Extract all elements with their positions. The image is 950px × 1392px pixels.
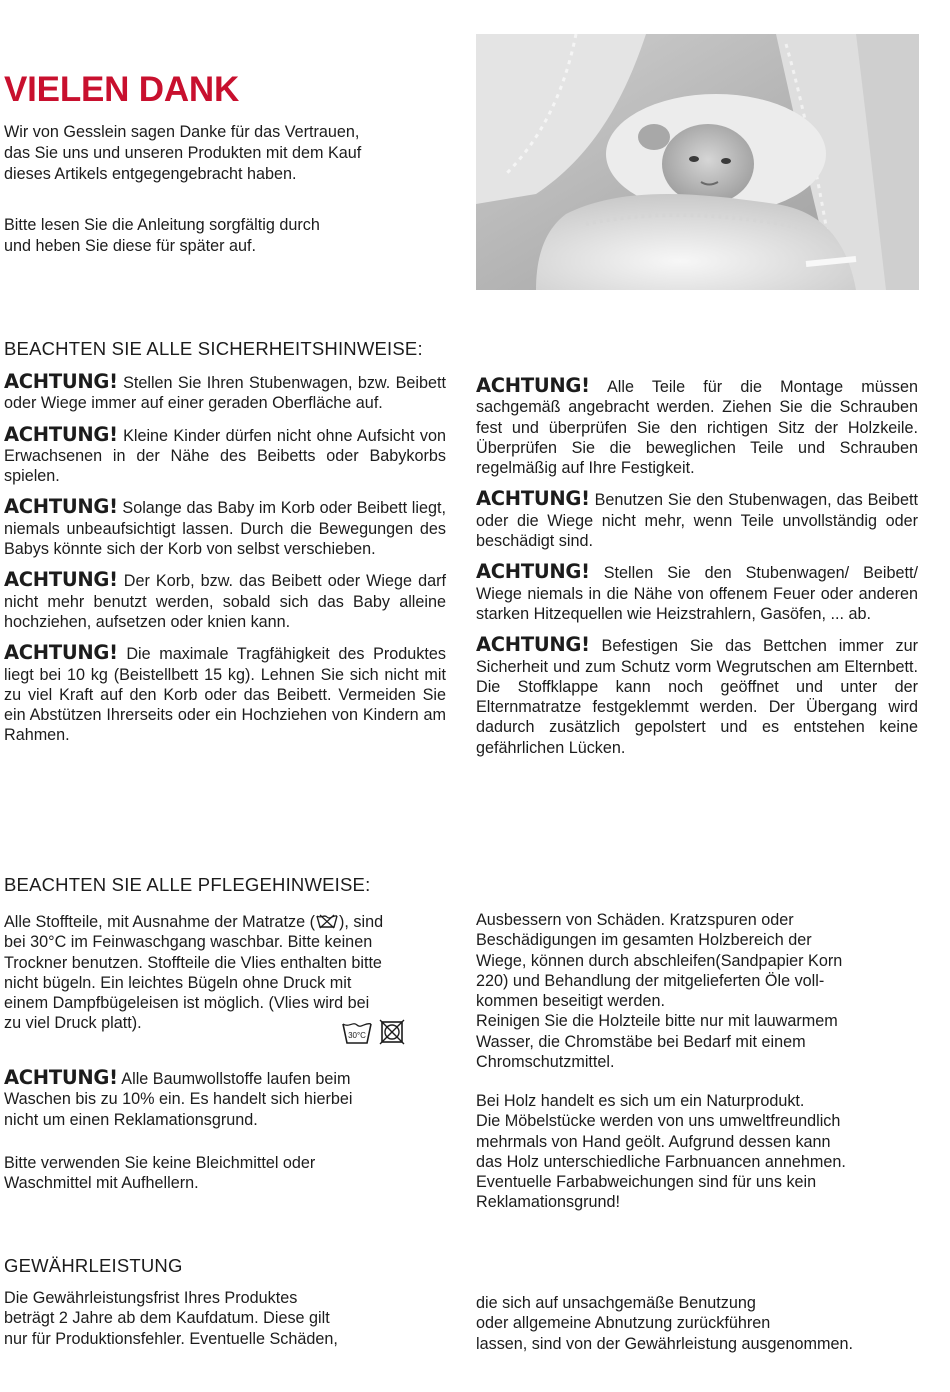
care-line: Waschmittel mit Aufhellern. xyxy=(4,1174,199,1193)
safety-warning xyxy=(4,422,446,487)
no-tumble-dry-icon xyxy=(380,1020,404,1044)
safety-left-column xyxy=(4,372,446,757)
intro-line: Wir von Gesslein sagen Danke für das Vertrauen, xyxy=(4,123,360,141)
warranty-line: nur für Produktionsfehler. Eventuelle Schäden, xyxy=(4,1329,338,1348)
warranty-right-text xyxy=(476,1293,926,1354)
no-wash-icon xyxy=(315,913,339,929)
care-line: Reinigen Sie die Holzteile bitte nur mit lauwarmem xyxy=(476,1012,838,1031)
care-line: nicht bügeln. Ein leichtes Bügeln ohne Druck mit xyxy=(4,973,352,992)
warning-label: ACHTUNG! xyxy=(4,495,118,519)
intro-line: und heben Sie diese für später auf. xyxy=(4,237,256,255)
care-line: Die Möbelstücke werden von uns umweltfreundlich xyxy=(476,1112,841,1131)
warning-text: Alle Teile für die Montage müssen sachgemäß angebracht werden. Ziehen Sie die Schrauben fest und überprüfen Sie den richtigen Sitz der Holzkeile. Überprüfen Sie die beweglichen Teile und Schrauben regelmäßig auf Ihre Festigkeit. xyxy=(476,378,918,478)
warranty-line: beträgt 2 Jahre ab dem Kaufdatum. Diese gilt xyxy=(4,1309,330,1328)
intro-line: dieses Artikels entgegengebracht haben. xyxy=(4,165,297,183)
safety-heading: BEACHTEN SIE ALLE SICHERHEITSHINWEISE: xyxy=(4,338,423,359)
intro-thanks-text xyxy=(4,122,424,185)
care-left-text xyxy=(4,912,454,1034)
warning-label: ACHTUNG! xyxy=(476,374,590,397)
warning-text: Befestigen Sie das Bettchen immer zur Sicherheit und zum Schutz vorm Wegrutschen am Elternbett. Die Stoffklappe kann noch geöffnet und unter der Elternmatratze festgeklemmt werden. Der Übergang wird dadurch zusätzlich gepolstert und es entstehen keine gefährlichen Lücken. xyxy=(476,637,918,757)
safety-warning xyxy=(4,372,446,414)
care-bleach-text xyxy=(4,1153,454,1194)
care-wood-text xyxy=(476,1091,926,1213)
care-warning xyxy=(4,1068,454,1130)
warning-text: Stellen Sie Ihren Stubenwagen, bzw. Beibett oder Wiege immer auf einer geraden Oberfläche auf. xyxy=(4,374,446,413)
safety-right-column xyxy=(476,376,918,769)
warning-label: ACHTUNG! xyxy=(4,568,118,592)
intro-line: das Sie uns und unseren Produkten mit dem Kauf xyxy=(4,144,362,162)
care-line: nicht um einen Reklamationsgrund. xyxy=(4,1110,258,1129)
safety-warning xyxy=(476,489,918,551)
care-line: kommen beseitigt werden. xyxy=(476,992,665,1011)
care-right-text xyxy=(476,910,926,1072)
warranty-left-text xyxy=(4,1288,454,1349)
care-symbols xyxy=(340,1018,410,1048)
care-line: Waschen bis zu 10% ein. Es handelt sich hierbei xyxy=(4,1090,353,1109)
care-line: Beschädigungen im gesamten Holzbereich der xyxy=(476,931,812,950)
safety-warning xyxy=(4,497,446,559)
photo-illustration xyxy=(476,34,919,290)
care-line: zu viel Druck platt). xyxy=(4,1014,142,1033)
warning-text: Stellen Sie den Stubenwagen/ Beibett/ Wiege niemals in die Nähe von offenem Feuer oder anderen starken Hitzequellen wie Heizstrahlern, Gasöfen, ... ab. xyxy=(476,564,919,623)
care-line: Trockner benutzen. Stoffteile die Vlies enthalten bitte xyxy=(4,953,382,972)
care-line: mehrmals von Hand geölt. Aufgrund dessen kann xyxy=(476,1132,831,1151)
warning-label: ACHTUNG! xyxy=(476,487,590,511)
warning-text: Benutzen Sie den Stubenwagen, das Beibett oder die Wiege nicht mehr, wenn Teile unvollständig oder beschädigt sind. xyxy=(476,491,918,551)
baby-in-cradle-photo xyxy=(476,34,919,290)
warning-text: Die maximale Tragfähigkeit des Produktes liegt bei 10 kg (Beistellbett 15 kg). Lehnen Sie sich nicht mit zu viel Kraft auf den Korb oder das Beibett. Vermeiden Sie ein Abstützen Ihrerseits oder ein Hochziehen von Kindern am Rahmen. xyxy=(4,645,446,745)
care-line: bei 30°C im Feinwaschgang waschbar. Bitte keinen xyxy=(4,933,373,952)
care-line: Eventuelle Farbabweichungen sind für uns kein xyxy=(476,1173,817,1192)
intro-read-text xyxy=(4,215,424,257)
care-line: Reklamationsgrund! xyxy=(476,1193,620,1212)
care-line: einem Dampfbügeleisen ist möglich. (Vlies wird bei xyxy=(4,994,370,1013)
care-line: Chromschutzmittel. xyxy=(476,1053,615,1072)
care-line: Bitte verwenden Sie keine Bleichmittel oder xyxy=(4,1154,316,1172)
warning-label: ACHTUNG! xyxy=(4,370,118,393)
care-line: Ausbessern von Schäden. Kratzspuren oder xyxy=(476,911,794,929)
wash-temp-label: 30°C xyxy=(348,1031,366,1040)
care-line: das Holz unterschiedliche Farbnuancen annehmen. xyxy=(476,1152,846,1171)
care-heading: BEACHTEN SIE ALLE PFLEGEHINWEISE: xyxy=(4,874,371,895)
safety-warning xyxy=(476,635,918,758)
intro-line: Bitte lesen Sie die Anleitung sorgfältig durch xyxy=(4,216,320,234)
page-title: VIELEN DANK xyxy=(4,70,240,109)
care-line: Alle Stoffteile, mit Ausnahme der Matratze ( ), sind xyxy=(4,913,384,931)
warning-label: ACHTUNG! xyxy=(4,641,118,665)
safety-warning xyxy=(476,376,918,478)
warning-label: ACHTUNG! xyxy=(4,1066,118,1089)
warranty-line: Die Gewährleistungsfrist Ihres Produktes xyxy=(4,1289,298,1307)
wash-30-icon xyxy=(343,1024,371,1043)
warning-text: Kleine Kinder dürfen nicht ohne Aufsicht von Erwachsenen in der Nähe des Beibetts oder Babykorbs spielen. xyxy=(4,426,446,486)
care-line: Wiege, können durch abschleifen(Sandpapier Korn xyxy=(476,951,843,970)
safety-warning xyxy=(4,643,446,745)
warning-label: ACHTUNG! xyxy=(476,560,590,584)
care-line: 220) und Behandlung der mitgelieferten Öle voll- xyxy=(476,971,825,990)
care-symbols-svg xyxy=(340,1018,410,1048)
safety-warning xyxy=(476,562,918,624)
care-line: Wasser, die Chromstäbe bei Bedarf mit einem xyxy=(476,1032,806,1051)
warranty-line: lassen, sind von der Gewährleistung ausgenommen. xyxy=(476,1334,854,1353)
warning-text: Solange das Baby im Korb oder Beibett liegt, niemals unbeaufsichtigt lassen. Durch die Bewegungen des Babys könnte sich der Korb von selbst verschieben. xyxy=(4,499,447,559)
safety-warning xyxy=(4,570,446,632)
warning-label: ACHTUNG! xyxy=(476,633,590,657)
care-line: ACHTUNG! Alle Baumwollstoffe laufen beim xyxy=(4,1066,351,1089)
warranty-heading: GEWÄHRLEISTUNG xyxy=(4,1255,183,1276)
warranty-line: oder allgemeine Abnutzung zurückführen xyxy=(476,1314,771,1333)
warning-label: ACHTUNG! xyxy=(4,422,118,446)
care-line: Bei Holz handelt es sich um ein Naturprodukt. xyxy=(476,1092,805,1110)
warranty-line: die sich auf unsachgemäße Benutzung xyxy=(476,1294,756,1312)
warning-text: Der Korb, bzw. das Beibett oder Wiege darf nicht mehr benutzt werden, sobald sich das Baby alleine hochziehen, aufsetzen oder knien kann. xyxy=(4,572,446,631)
